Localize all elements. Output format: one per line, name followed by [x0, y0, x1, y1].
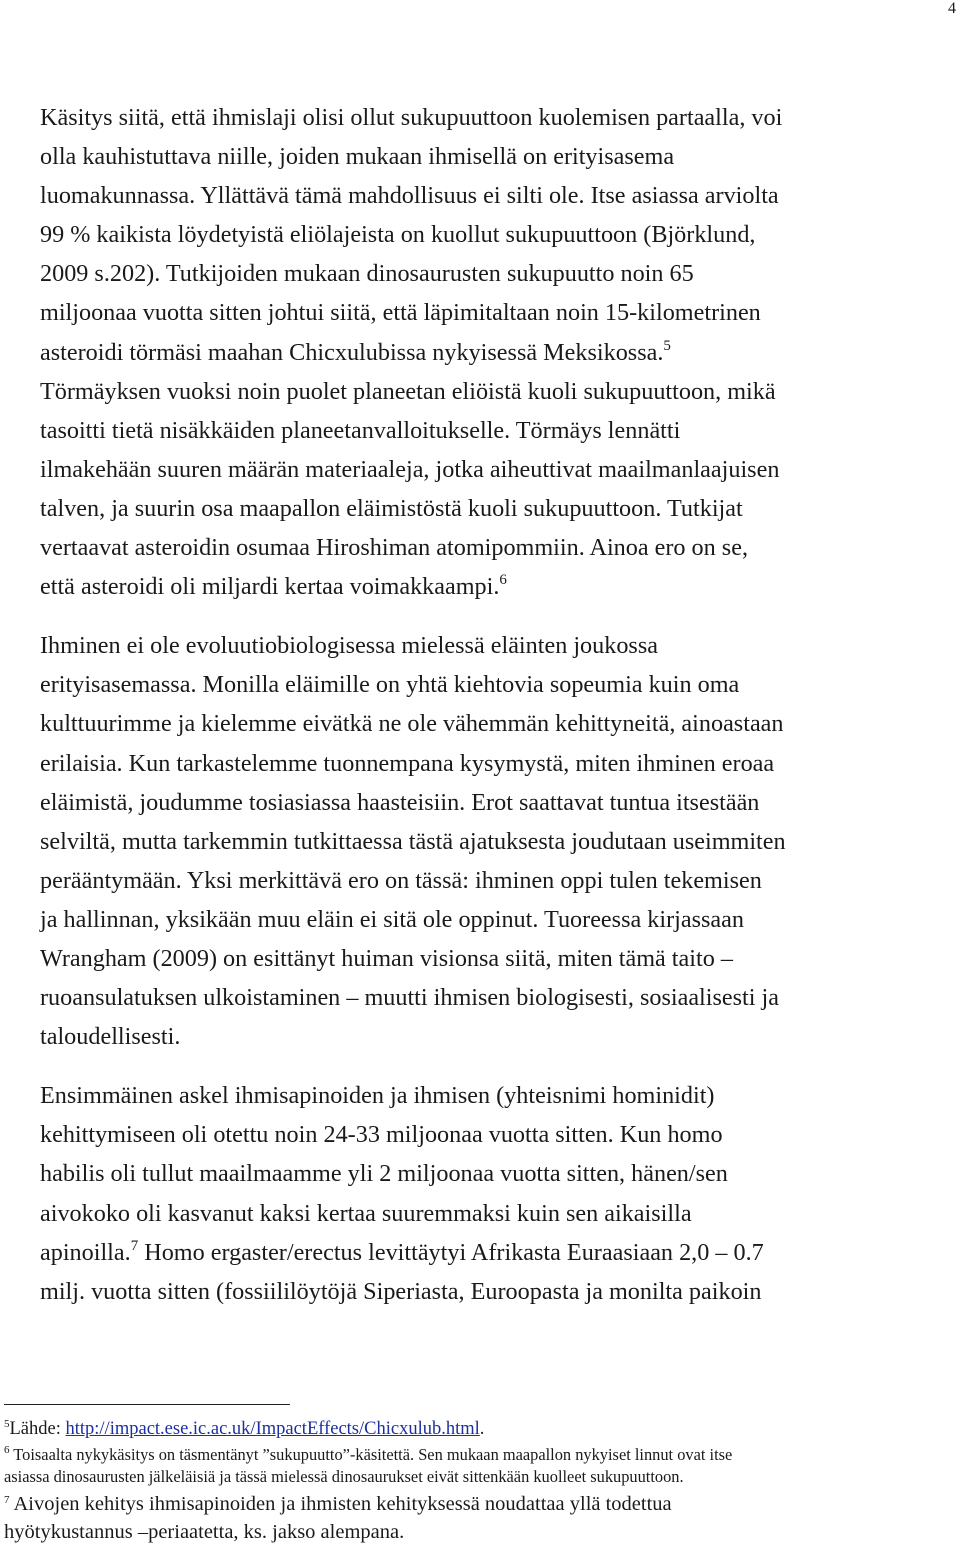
text-line	[40, 822, 958, 861]
footnote-6	[4, 1444, 954, 1466]
footnote-text: Aivojen kehitys ihmisapinoiden ja ihmisten kehityksessä noudattaa yllä todettua	[9, 1493, 672, 1515]
footnote-mark: 5	[4, 1418, 10, 1430]
footnote-mark: 7	[4, 1494, 10, 1506]
text-line	[40, 1017, 958, 1056]
paragraph-gap	[40, 1056, 958, 1076]
text-segment: milj. vuotta sitten (fossiililöytöjä Siperiasta, Euroopasta ja monilta paikoin	[40, 1277, 762, 1305]
text-segment: habilis oli tullut maailmaamme yli 2 miljoonaa vuotta sitten, hänen/sen	[40, 1160, 728, 1188]
footnote-6-continued	[4, 1466, 954, 1488]
text-segment: luomakunnassa. Yllättävä tämä mahdollisuus ei silti ole. Itse asiassa arviolta	[40, 182, 779, 210]
text-segment: kulttuurimme ja kielemme eivätkä ne ole vähemmän kehittyneitä, ainoastaan	[40, 710, 784, 738]
footnote-5	[4, 1414, 954, 1444]
text-segment: Käsitys siitä, että ihmislaji olisi ollut sukupuuttoon kuolemisen partaalla, voi	[40, 104, 783, 131]
text-line	[40, 1272, 958, 1311]
text-segment: 2009 s.202). Tutkijoiden mukaan dinosaurusten sukupuutto noin 65	[40, 260, 694, 288]
footnote-reference[interactable]: 5	[663, 337, 671, 354]
text-line	[40, 978, 958, 1017]
text-segment: ilmakehään suuren määrän materiaaleja, jotka aiheuttivat maailmanlaajuisen	[40, 455, 780, 483]
text-segment: Törmäyksen vuoksi noin puolet planeetan eliöistä kuoli sukupuuttoon, mikä	[40, 377, 776, 405]
text-segment: vertaavat asteroidin osumaa Hiroshiman atomipommiin. Ainoa ero on se,	[40, 534, 748, 562]
text-segment: ruoansulatuksen ulkoistaminen – muutti ihmisen biologisesti, sosiaalisesti ja	[40, 984, 779, 1012]
footnote-tail: .	[479, 1419, 485, 1439]
footnote-text: asiassa dinosaurusten jälkeläisiä ja tässä mielessä dinosaurukset eivät sittenkään kuolleet sukupuuttoon.	[4, 1467, 684, 1486]
source-link[interactable]: http://impact.ese.ic.ac.uk/ImpactEffects/Chicxulub.html	[65, 1419, 480, 1439]
text-segment: apinoilla.	[40, 1238, 131, 1266]
text-line	[40, 939, 958, 978]
text-line	[40, 1194, 958, 1233]
paragraph-gap	[40, 606, 958, 626]
text-line	[40, 176, 958, 215]
text-line	[40, 1233, 958, 1272]
text-line	[40, 704, 958, 743]
footnote-mark: 6	[4, 1444, 10, 1456]
text-segment: ja hallinnan, yksikään muu eläin ei sitä ole oppinut. Tuoreessa kirjassaan	[40, 905, 744, 933]
text-line	[40, 254, 958, 293]
text-segment: että asteroidi oli miljardi kertaa voimakkaampi.	[40, 573, 500, 601]
footnote-text: Toisaalta nykykäsitys on täsmentänyt ”sukupuutto”-käsitettä. Sen mukaan maapallon nykyiset linnut ovat itse	[9, 1445, 733, 1464]
text-line	[40, 900, 958, 939]
text-segment: Ensimmäinen askel ihmisapinoiden ja ihmisen (yhteisnimi hominidit)	[40, 1082, 715, 1110]
footnotes	[4, 1414, 954, 1546]
text-line	[40, 372, 958, 411]
text-segment: talven, ja suurin osa maapallon eläimistöstä kuoli sukupuuttoon. Tutkijat	[40, 494, 743, 522]
text-segment: selviltä, mutta tarkemmin tutkittaessa tästä ajatuksesta joudutaan useimmiten	[40, 827, 786, 855]
footnote-label: Lähde:	[9, 1419, 66, 1439]
text-line	[40, 1076, 958, 1115]
paragraph	[40, 98, 958, 606]
text-segment: olla kauhistuttava niille, joiden mukaan ihmisellä on erityisasema	[40, 143, 675, 171]
text-segment: Wrangham (2009) on esittänyt huiman visionsa siitä, miten tämä taito –	[40, 944, 733, 972]
body-text	[40, 98, 958, 1311]
text-line	[40, 411, 958, 450]
text-segment: miljoonaa vuotta sitten johtui siitä, että läpimitaltaan noin 15-kilometrinen	[40, 299, 761, 327]
text-line	[40, 744, 958, 783]
text-line	[40, 1154, 958, 1193]
text-segment: erityisasemassa. Monilla eläimille on yhtä kiehtovia sopeumia kuin oma	[40, 671, 740, 699]
text-segment: eläimistä, joudumme tosiasiassa haasteisiin. Erot saattavat tuntua itsestään	[40, 788, 760, 816]
text-segment: tasoitti tietä nisäkkäiden planeetanvalloitukselle. Törmäys lennätti	[40, 416, 681, 444]
text-line	[40, 665, 958, 704]
text-line	[40, 1115, 958, 1154]
footnote-separator	[4, 1404, 290, 1405]
text-line	[40, 98, 958, 137]
page-number: 4	[948, 0, 956, 17]
footnote-reference[interactable]: 7	[130, 1237, 139, 1254]
text-segment: taloudellisesti.	[40, 1023, 181, 1051]
text-line	[40, 137, 958, 176]
text-line	[40, 861, 958, 900]
text-line	[40, 783, 958, 822]
text-segment: 99 % kaikista löydetyistä eliölajeista on kuollut sukupuuttoon (Björklund,	[40, 221, 756, 249]
text-line	[40, 489, 958, 528]
paragraph	[40, 626, 958, 1056]
text-segment: Homo ergaster/erectus levittäytyi Afrikasta Euraasiaan 2,0 – 0.7	[138, 1238, 764, 1266]
text-segment: aivokoko oli kasvanut kaksi kertaa suuremmaksi kuin sen aikaisilla	[40, 1199, 692, 1227]
text-line	[40, 626, 958, 665]
text-line	[40, 215, 958, 254]
paragraph	[40, 1076, 958, 1311]
text-segment: perääntymään. Yksi merkittävä ero on tässä: ihminen oppi tulen tekemisen	[40, 866, 762, 894]
text-segment: Ihminen ei ole evoluutiobiologisessa mielessä eläinten joukossa	[40, 632, 658, 660]
text-line	[40, 528, 958, 567]
footnote-reference[interactable]: 6	[499, 572, 507, 589]
footnote-7-continued	[4, 1518, 954, 1546]
text-segment: kehittymiseen oli otettu noin 24-33 miljoonaa vuotta sitten. Kun homo	[40, 1121, 723, 1149]
text-line	[40, 450, 958, 489]
footnote-text: hyötykustannus –periaatetta, ks. jakso alempana.	[4, 1521, 405, 1543]
text-line	[40, 333, 958, 372]
text-line	[40, 293, 958, 332]
footnote-7	[4, 1490, 954, 1518]
text-segment: erilaisia. Kun tarkastelemme tuonnempana kysymystä, miten ihminen eroaa	[40, 749, 775, 777]
text-segment: asteroidi törmäsi maahan Chicxulubissa nykyisessä Meksikossa.	[40, 338, 664, 366]
text-line	[40, 567, 958, 606]
